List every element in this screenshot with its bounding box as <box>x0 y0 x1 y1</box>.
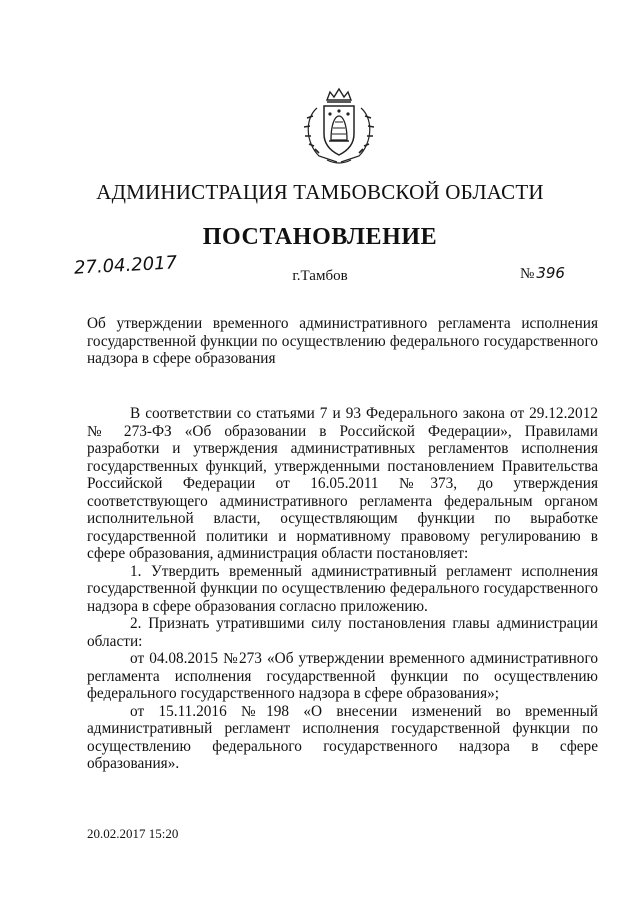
handwritten-date: 27.04.2017 <box>73 252 178 279</box>
document-type-title: ПОСТАНОВЛЕНИЕ <box>202 224 438 250</box>
document-subject: Об утверждении временного административного регламента исполнения государственной функции по осуществлению федерального государственного надзора в сфере образования <box>87 315 598 367</box>
city-label: г.Тамбов <box>292 268 348 284</box>
preamble-paragraph: В соответствии со статьями 7 и 93 Федерального закона от 29.12.2012 № 273-ФЗ «Об образовании в Российской Федерации», Правилами разработки и утверждения административных регламентов исполнения государственных функций, утвержденными постановлением Правительства Российской Федерации от 16.05.2011 №373, до утверждения соответствующего административного регламента федеральным органом исполнительной власти, осуществляющим функции по выработке государственной политики и нормативному правовому регулированию в сфере образования, администрация области постановляет: <box>87 405 598 562</box>
item-2a-paragraph: от 04.08.2015 №273 «Об утверждении временного административного регламента исполнения государственной функции по осуществлению федерального государственного надзора в сфере образования»; <box>87 650 598 702</box>
item-1-paragraph: 1. Утвердить временный административный регламент исполнения государственной функции по осуществлению федерального государственного надзора в сфере образования согласно приложению. <box>87 562 598 615</box>
number-prefix: № <box>520 266 535 282</box>
document-body <box>87 405 598 773</box>
item-2-paragraph: 2. Признать утратившими силу постановления главы администрации области: <box>87 615 598 650</box>
footer-timestamp: 20.02.2017 15:20 <box>87 826 179 841</box>
document-number <box>520 264 565 283</box>
coat-of-arms-icon <box>297 86 381 166</box>
organization-title: АДМИНИСТРАЦИЯ ТАМБОВСКОЙ ОБЛАСТИ <box>96 180 544 204</box>
number-value: 396 <box>536 264 565 282</box>
item-2b-paragraph: от 15.11.2016 №198 «О внесении изменений во временный административный регламент исполнения государственной функции по осуществлению федерального государственного надзора в сфере образования». <box>87 702 598 772</box>
